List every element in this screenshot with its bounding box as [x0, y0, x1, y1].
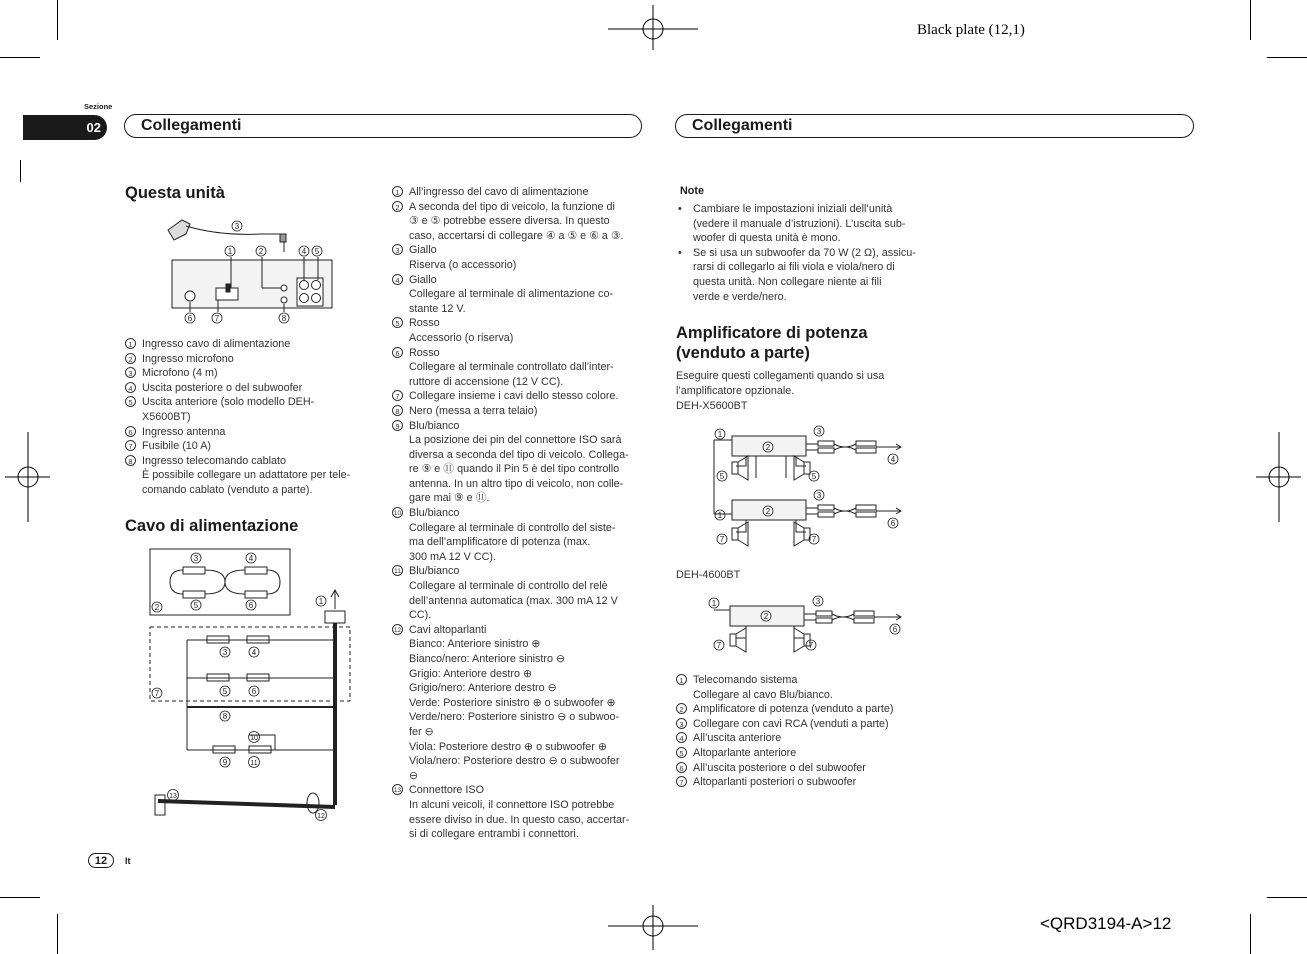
list-item: 1 All’ingresso del cavo di alimentazione: [392, 185, 654, 200]
list-item: 3 Giallo Riserva (o accessorio): [392, 243, 654, 272]
diagram-callout: 1: [717, 430, 723, 439]
header-right: Collegamenti: [675, 114, 1194, 138]
diagram-callout: 4: [301, 247, 307, 256]
heading-amplificatore: Amplificatore di potenza (venduto a parte): [676, 324, 868, 362]
diagram-callout: 8: [281, 314, 287, 323]
diagram-callout: 8: [222, 712, 228, 721]
list-item: 7 Fusibile (10 A): [125, 439, 375, 454]
list-item: 7 Collegare insieme i cavi dello stesso colore.: [392, 389, 654, 404]
list-item: 1 Ingresso cavo di alimentazione: [125, 337, 375, 352]
diagram-callout: 3: [815, 597, 821, 606]
list-item: 2 Ingresso microfono: [125, 352, 375, 367]
list-item: 2 A seconda del tipo di veicolo, la funzione di ③ e ⑤ potrebbe essere diversa. In questo caso, accertarsi di collegare ④ a ⑤ e ⑥ a ③.: [392, 200, 654, 244]
diagram-callout: 12: [317, 813, 325, 820]
list-item: 8 Ingresso telecomando cablato È possibile collegare un adattatore per tele- comando cablato (venduto a parte).: [125, 454, 375, 498]
diagram-callout: 7: [808, 641, 814, 650]
diagram-callout: 5: [314, 247, 320, 256]
diagram-callout: 6: [248, 601, 254, 610]
list-item: 6 Ingresso antenna: [125, 425, 375, 440]
diagram-callout: 7: [719, 535, 725, 544]
diagram-callout: 4: [251, 648, 257, 657]
diagram-callout: 6: [187, 314, 193, 323]
list-item: 9 Blu/bianco La posizione dei pin del connettore ISO sarà diversa a seconda del tipo di veicolo. Collega- re ⑨ e ⑪ quando il Pin 5 è del tipo controllo antenna. In un altro tipo di veicolo, non colle- gare mai ⑨ e ⑪.: [392, 419, 654, 507]
diagram-callout: 6: [251, 687, 257, 696]
diagram-callout: 1: [717, 511, 723, 520]
list-item: 5 Rosso Accessorio (o riserva): [392, 316, 654, 345]
power-cable-diagram: [145, 545, 360, 825]
diagram-callout: 3: [193, 554, 199, 563]
amplifier-diagram-x5600: [706, 422, 906, 557]
list-item: 8 Nero (messa a terra telaio): [392, 404, 654, 419]
diagram-callout: 6: [892, 625, 898, 634]
diagram-callout: 7: [154, 689, 160, 698]
diagram-callout: 13: [169, 793, 177, 800]
diagram-callout: 1: [711, 599, 717, 608]
model-label: DEH-X5600BT: [676, 400, 748, 412]
diagram-callout: 11: [250, 760, 258, 767]
note-title: Note: [680, 185, 704, 197]
list-item: 3 Collegare con cavi RCA (venduti a parte): [676, 717, 936, 732]
questa-unita-list: [125, 337, 375, 498]
document-code: <QRD3194-A>12: [1040, 914, 1172, 933]
list-item: 4 Uscita posteriore o del subwoofer: [125, 381, 375, 396]
diagram-callout: 5: [193, 601, 199, 610]
diagram-callout: 4: [248, 554, 254, 563]
list-item: 6 Rosso Collegare al terminale controllato dall’inter- ruttore di accensione (12 V CC).: [392, 346, 654, 390]
list-item: 4 Giallo Collegare al terminale di alimentazione co- stante 12 V.: [392, 273, 654, 317]
amplificatore-list: [676, 673, 936, 790]
diagram-callout: 7: [214, 314, 220, 323]
diagram-callout: 2: [763, 612, 769, 621]
list-item: 2 Amplificatore di potenza (venduto a parte): [676, 702, 936, 717]
list-item: 13 Connettore ISO In alcuni veicoli, il connettore ISO potrebbe essere diviso in due. In questo caso, accertar- si di collegare entrambi i connettori.: [393, 784, 630, 841]
list-item: 1 Telecomando sistema Collegare al cavo Blu/bianco.: [676, 673, 936, 702]
section-label: Sezione: [84, 102, 113, 111]
section-number: 02: [23, 115, 107, 140]
diagram-callout: 2: [258, 247, 264, 256]
unit-diagram: [160, 212, 350, 327]
diagram-callout: 1: [227, 247, 233, 256]
diagram-callout: 9: [222, 758, 228, 767]
diagram-callout: 3: [816, 427, 822, 436]
list-item: 5 Uscita anteriore (solo modello DEH- X5600BT): [125, 395, 375, 424]
list-item: 6 All’uscita posteriore o del subwoofer: [676, 761, 936, 776]
list-item: 4 All’uscita anteriore: [676, 731, 936, 746]
diagram-callout: 2: [765, 443, 771, 452]
list-item: 11 Blu/bianco Collegare al terminale di controllo del relè dell’antenna automatica (max. 300 mA 12 V CC).: [392, 564, 654, 622]
list-item: 3 Microfono (4 m): [125, 366, 375, 381]
plate-label: Black plate (12,1): [917, 22, 1025, 38]
diagram-callout: 3: [222, 648, 228, 657]
list-item: 7 Altoparlanti posteriori o subwoofer: [676, 775, 936, 790]
list-item: 10 Blu/bianco Collegare al terminale di controllo del siste- ma dell’amplificatore di potenza (max. 300 mA 12 V CC).: [393, 507, 616, 563]
amplificatore-intro: Eseguire questi collegamenti quando si usa l’amplificatore opzionale.: [676, 370, 885, 397]
diagram-callout: 2: [154, 603, 160, 612]
note-item: • Cambiare le impostazioni iniziali dell’unità (vedere il manuale d’istruzioni). L’uscita sub- woofer di questa unità è mono.: [677, 202, 937, 246]
model-label: DEH-4600BT: [676, 569, 741, 581]
diagram-callout: 1: [318, 597, 324, 606]
diagram-callout: 10: [250, 735, 258, 742]
list-item: 5 Altoparlante anteriore: [676, 746, 936, 761]
diagram-callout: 7: [716, 641, 722, 650]
language-code: It: [125, 856, 131, 866]
diagram-callout: 5: [811, 472, 817, 481]
page-number: 12: [88, 853, 114, 868]
cavo-list: [392, 185, 654, 842]
diagram-callout: 5: [222, 687, 228, 696]
diagram-callout: 5: [719, 472, 725, 481]
diagram-callout: 4: [890, 455, 896, 464]
diagram-callout: 2: [765, 507, 771, 516]
list-item: 12 Cavi altoparlanti Bianco: Anteriore sinistro ⊕ Bianco/nero: Anteriore sinistro ⊖ Grigio: Anteriore destro ⊕ Grigio/nero: Anteriore destro ⊖ Verde: Posteriore sinistro ⊕ o subwoofer ⊕ Verde/nero: Posteriore sinistro ⊖ o subwoo- fer ⊖ Viola: Posteriore destro ⊕ o subwoofer ⊕ Viola/nero: Posteriore destro ⊖ o subwoofer ⊖: [393, 623, 620, 782]
diagram-callout: 6: [890, 519, 896, 528]
heading-questa-unita: Questa unità: [125, 184, 225, 202]
header-left: Collegamenti: [124, 114, 642, 138]
amplifier-diagram-4600: [706, 592, 906, 662]
diagram-callout: 3: [234, 222, 240, 231]
diagram-callout: 3: [816, 491, 822, 500]
diagram-callout: 7: [811, 535, 817, 544]
heading-cavo: Cavo di alimentazione: [125, 517, 299, 535]
note-item: • Se si usa un subwoofer da 70 W (2 Ω), assicu- rarsi di collegarlo ai fili viola e viola/nero di questa unità. Non collegare niente ai fili verde e verde/nero.: [677, 246, 937, 304]
note-list: [677, 202, 937, 304]
